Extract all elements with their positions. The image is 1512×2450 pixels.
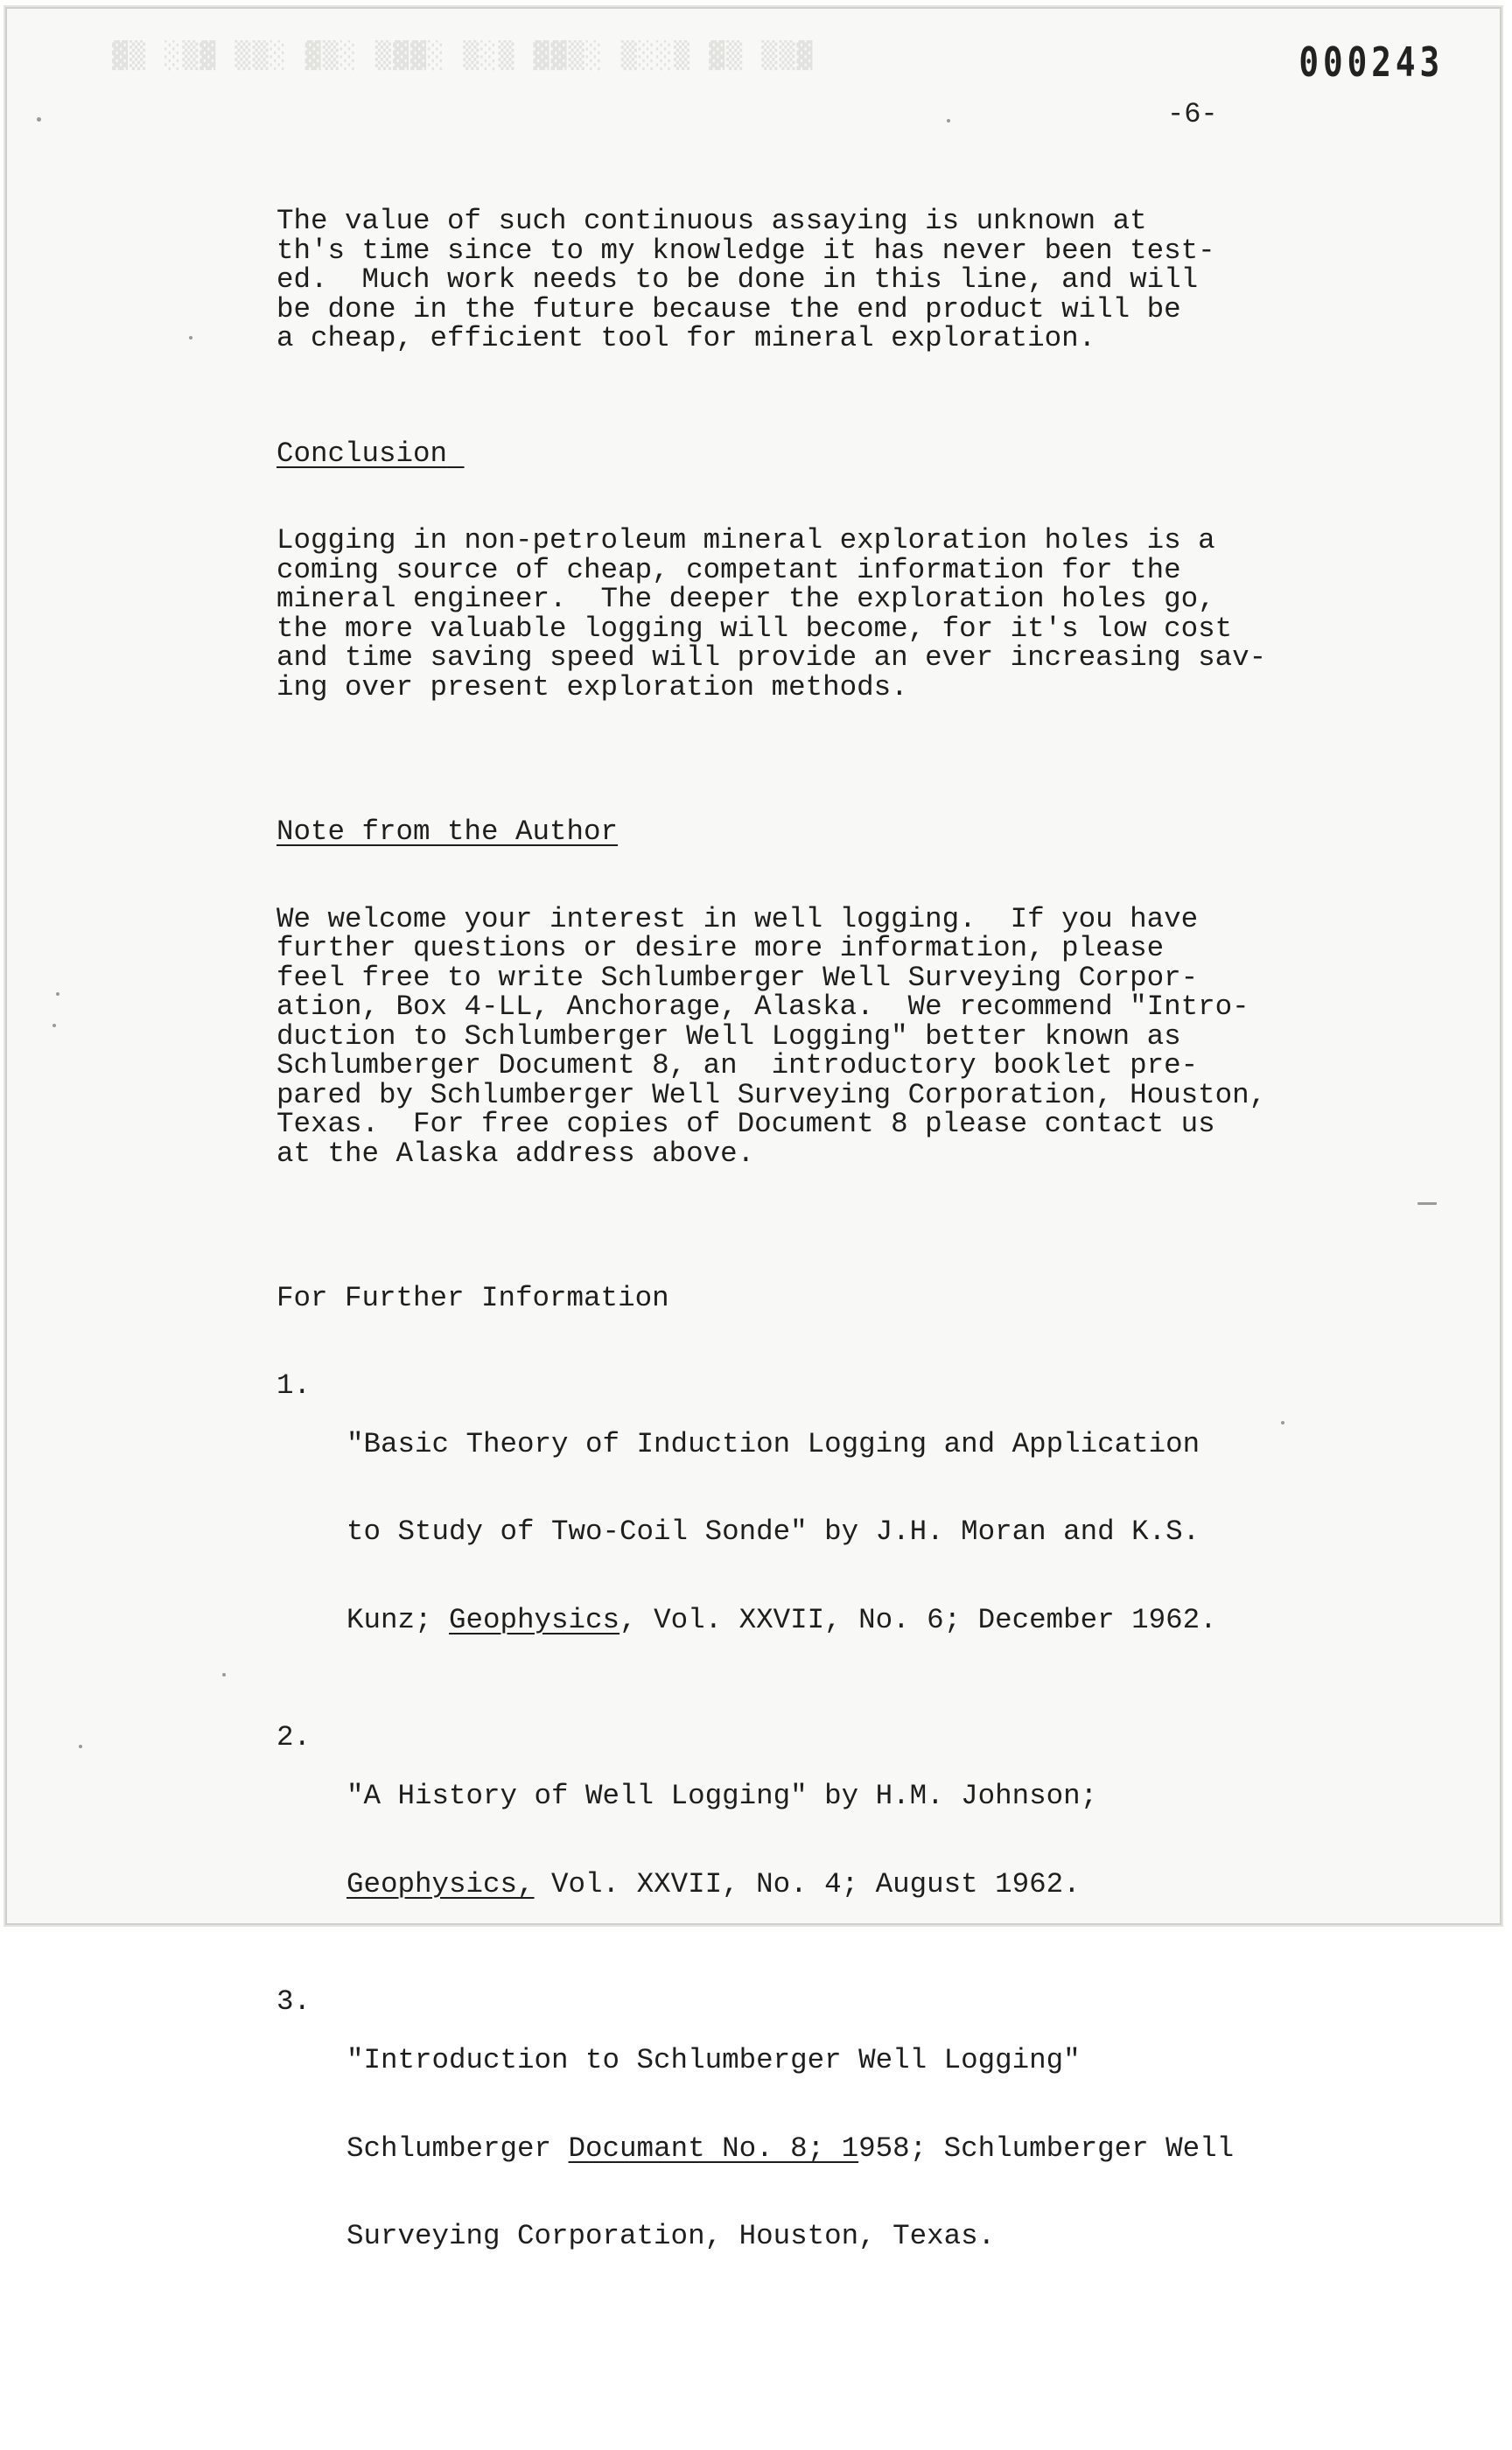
text-line: Texas. For free copies of Document 8 please contact us (276, 1108, 1215, 1140)
text-line: the more valuable logging will become, for it's low cost (276, 612, 1233, 645)
paper-speck (79, 1745, 82, 1748)
reference-number: 2. (276, 1721, 312, 1754)
document-body (276, 206, 1396, 2340)
text-line: Geophysics, Vol. XXVII, No. 4; August 1962. (346, 1867, 1081, 1900)
paper-speck (52, 1024, 56, 1027)
note-paragraph (276, 902, 1396, 1170)
document-page (5, 7, 1502, 2252)
paper-speck (56, 992, 60, 996)
paper-speck (1418, 1202, 1437, 1205)
text-line: "A History of Well Logging" by H.M. Johnson; (346, 1780, 1098, 1812)
text-line: be done in the future because the end product will be (276, 292, 1181, 326)
text-line: and time saving speed will provide an ever increasing sav- (276, 641, 1267, 674)
reference-item (276, 1368, 1396, 1694)
text-line: at the Alaska address above. (276, 1137, 755, 1170)
text-line: The value of such continuous assaying is unknown at (276, 205, 1147, 237)
conclusion-heading: Conclusion (276, 437, 448, 470)
text-line: th's time since to my knowledge it has never been test- (276, 234, 1215, 267)
text-line: "Basic Theory of Induction Logging and Application (346, 1427, 1200, 1460)
paper-speck (222, 1673, 226, 1676)
text-line: ation, Box 4-LL, Anchorage, Alaska. We recommend "Intro- (276, 990, 1250, 1023)
reference-number: 1. (276, 1368, 312, 1402)
further-information-heading: For Further Information (276, 1282, 669, 1314)
text-line: Logging in non-petroleum mineral exploration holes is a (276, 524, 1215, 556)
text-line: coming source of cheap, competant information for the (276, 553, 1181, 586)
text-line: duction to Schlumberger Well Logging" better known as (276, 1019, 1181, 1053)
paper-speck (37, 117, 41, 122)
journal-title: Geophysics (449, 1603, 620, 1636)
page-number: -6- (1167, 98, 1218, 130)
text-line: pared by Schlumberger Well Surveying Corporation, Houston, (276, 1078, 1267, 1111)
reference-item (276, 1987, 1396, 2310)
text-line: ed. Much work needs to be done in this line, and will (276, 263, 1199, 296)
paper-speck (1281, 1421, 1284, 1424)
reference-number: 3. (276, 1985, 312, 2018)
paper-speck (189, 336, 192, 340)
reference-list (276, 1368, 1396, 2310)
bleed-through-text: ▓▒ ░▒▓ ▒▒░ ▓▒░ ▒▓▓░ ▒░▒ ▓▓▒░ ▒░░▒ ▓▒ ▒▒▓ (112, 40, 815, 71)
paper-speck (947, 119, 950, 122)
conclusion-paragraph (276, 526, 1396, 702)
text-line: feel free to write Schlumberger Well Surveying Corpor- (276, 961, 1199, 994)
text-line: a cheap, efficient tool for mineral exploration. (276, 322, 1096, 354)
journal-title: Geophysics, (346, 1867, 535, 1900)
text-line: Kunz; Geophysics, Vol. XXVII, No. 6; December 1962. (346, 1603, 1217, 1636)
note-heading: Note from the Author (276, 816, 619, 848)
text-line: further questions or desire more information, please (276, 932, 1165, 964)
text-line: "Introduction to Schlumberger Well Logging" (346, 2044, 1081, 2076)
intro-paragraph (276, 206, 1396, 354)
text-line: Schlumberger Documant No. 8; 1958; Schlumberger Well (346, 2132, 1235, 2165)
document-number: 000243 (1298, 38, 1444, 86)
text-line: We welcome your interest in well logging. If you have (276, 902, 1199, 935)
text-line: Schlumberger Document 8, an introductory booklet pre- (276, 1049, 1199, 1082)
text-line: mineral engineer. The deeper the exploration holes go, (276, 583, 1215, 615)
text-line: Surveying Corporation, Houston, Texas. (346, 2220, 996, 2252)
reference-item (276, 1723, 1396, 1957)
document-title: Documant No. 8; 1 (568, 2132, 859, 2165)
text-line: ing over present exploration methods. (276, 670, 908, 704)
text-line: to Study of Two-Coil Sonde" by J.H. Moran and K.S. (346, 1516, 1200, 1548)
